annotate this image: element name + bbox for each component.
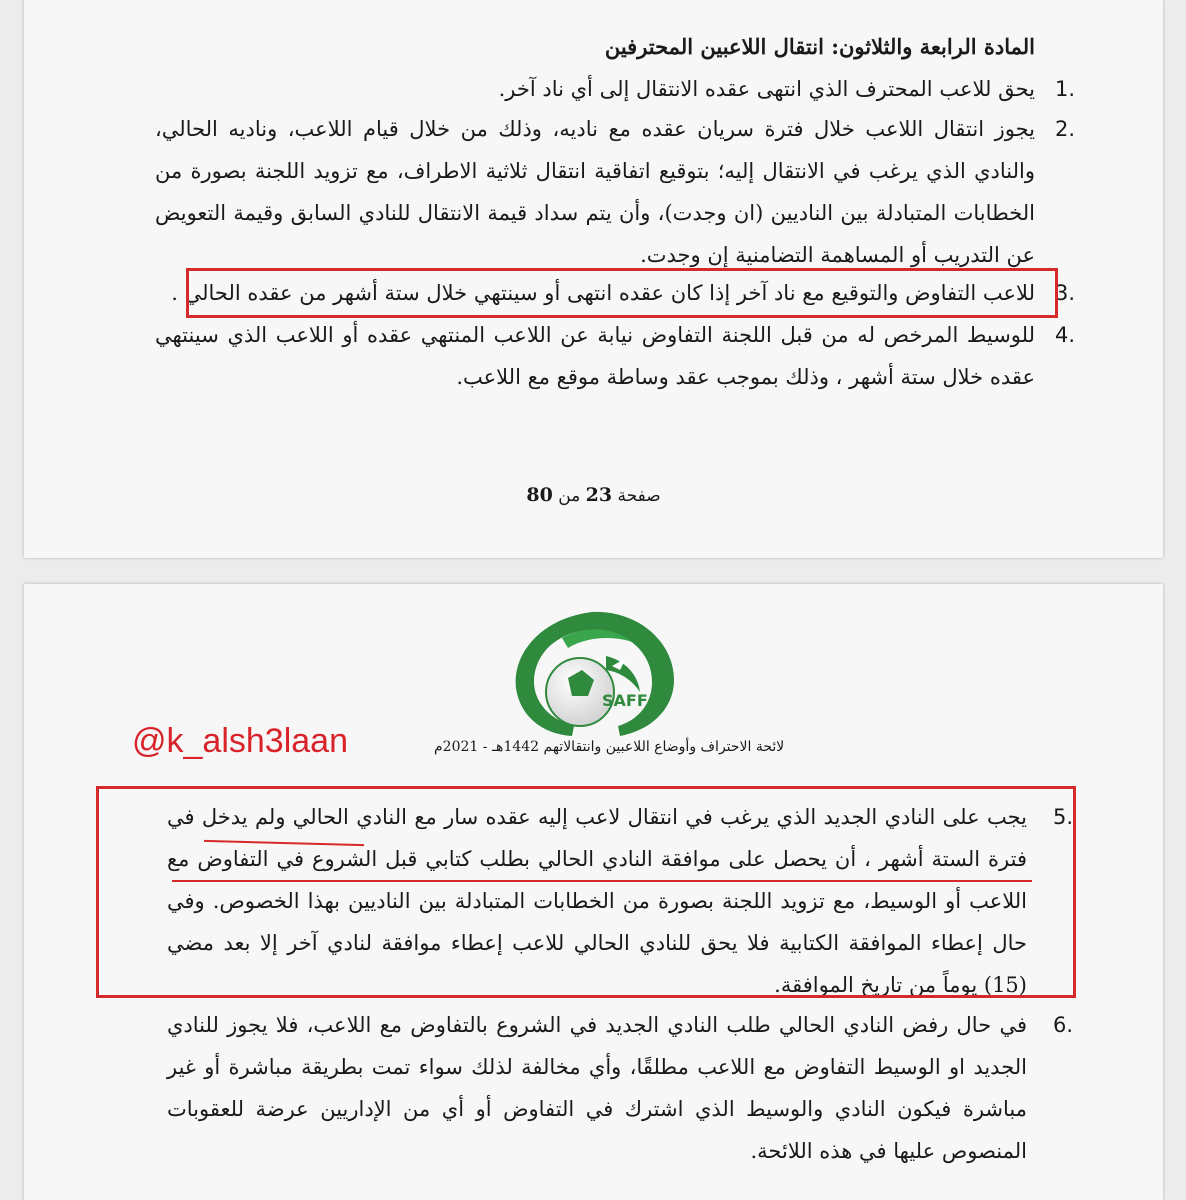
item-text: للاعب التفاوض والتوقيع مع ناد آخر إذا كان عقده انتهى أو سينتهي خلال ستة أشهر من عقده الحالي . bbox=[171, 281, 1035, 305]
regulation-title: لائحة الاحتراف وأوضاع اللاعبين وانتقالاتهم 1442هـ - 2021م bbox=[434, 739, 785, 755]
item-number: 1. bbox=[1054, 77, 1075, 101]
item-text: يحق للاعب المحترف الذي انتهى عقده الانتقال إلى أي ناد آخر. bbox=[498, 77, 1035, 101]
list-item bbox=[155, 108, 1075, 276]
item-text: يجوز انتقال اللاعب خلال فترة سريان عقده مع ناديه، وذلك من خلال قيام اللاعب، وناديه الحالي، والنادي الذي يرغب في الانتقال إليه؛ بتوقيع اتفاقية انتقال ثلاثية الاطراف، مع تزويد اللجنة بصورة من الخطابات المتبادلة بين الناديين (ان وجدت)، وأن يتم سداد قيمة الانتقال للنادي السابق وقيمة التعويض عن التدريب أو المساهمة التضامنية إن وجدت. bbox=[155, 117, 1035, 267]
document-page-2 bbox=[24, 584, 1163, 1200]
item-number: 5. bbox=[1052, 805, 1073, 829]
highlight-box bbox=[96, 786, 1076, 998]
list-item bbox=[167, 1004, 1073, 1172]
item-text: للوسيط المرخص له من قبل اللجنة التفاوض نيابة عن اللاعب المنتهي عقده أو اللاعب الذي سينتهي عقده خلال ستة أشهر ، وذلك بموجب عقد وساطة موقع مع اللاعب. bbox=[155, 323, 1035, 389]
item-number: 4. bbox=[1054, 323, 1075, 347]
logo-text: SAFF bbox=[602, 691, 648, 710]
document-page-1 bbox=[24, 0, 1163, 558]
article-heading: المادة الرابعة والثلاثون: انتقال اللاعبين المحترفين bbox=[604, 34, 1035, 59]
page-total: 80 bbox=[526, 484, 553, 506]
page-number bbox=[24, 484, 1163, 506]
page-current: 23 bbox=[585, 484, 613, 506]
list-item bbox=[155, 314, 1075, 398]
highlight-box bbox=[186, 268, 1058, 318]
page-of: من bbox=[558, 486, 581, 506]
item-text: يجب على النادي الجديد الذي يرغب في انتقال لاعب إليه عقده سار مع النادي الحالي ولم يدخل في فترة الستة أشهر ، أن يحصل على موافقة النادي الحالي بطلب كتابي قبل الشروع في التفاوض مع اللاعب أو الوسيط، مع تزويد اللجنة بصورة من الخطابات المتبادلة بين الناديين بهذا الخصوص. وفي حال إعطاء الموافقة الكتابية فلا يحق للنادي الحالي للاعب إعطاء موافقة لنادي آخر إلا بعد مضي (15) يوماً من تاريخ الموافقة. bbox=[167, 805, 1027, 997]
page-prefix: صفحة bbox=[617, 486, 661, 506]
item-number: 3. bbox=[1054, 281, 1075, 305]
saff-logo bbox=[502, 608, 682, 738]
item-number: 2. bbox=[1054, 117, 1075, 141]
watermark-handle: @k_alsh3laan bbox=[132, 722, 348, 760]
item-number: 6. bbox=[1052, 1013, 1073, 1037]
item-text: في حال رفض النادي الحالي طلب النادي الجديد في الشروع بالتفاوض مع اللاعب، فلا يجوز للنادي الجديد او الوسيط التفاوض مع اللاعب مطلقًا، وأي مخالفة لذلك سواء تمت بطريقة مباشرة أو غير مباشرة فيكون النادي والوسيط الذي اشترك في التفاوض أو أي من الإداريين عرضة للعقوبات المنصوص عليها في هذه اللائحة. bbox=[167, 1013, 1028, 1163]
list-item bbox=[155, 68, 1075, 110]
